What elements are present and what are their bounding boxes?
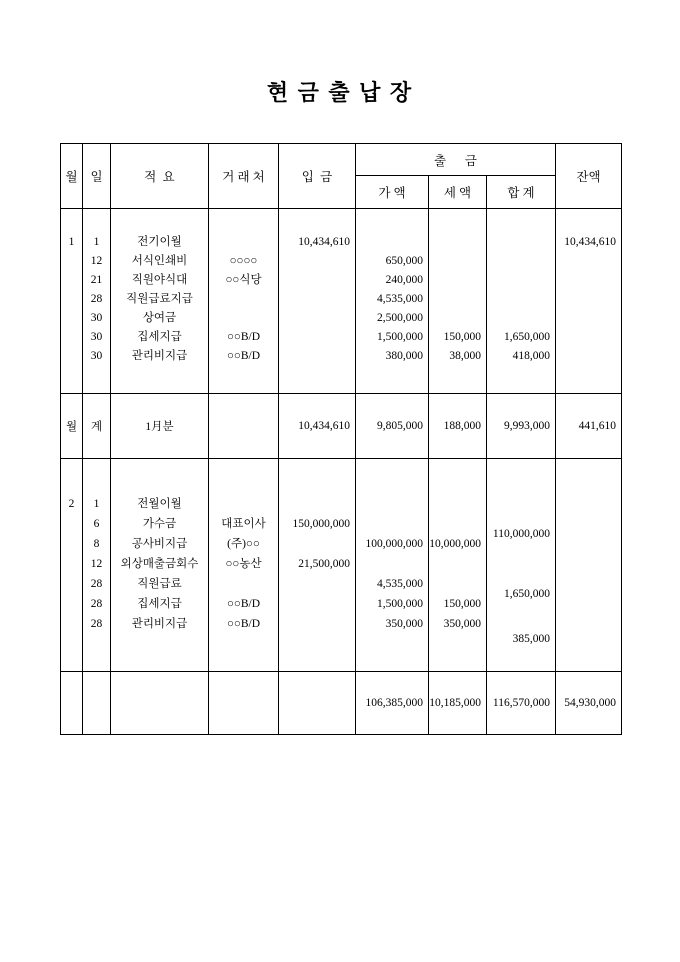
day-value: 28 (90, 618, 103, 630)
month1-vendor-cell (209, 209, 279, 394)
monthly-total-deposit: 10,434,610 (279, 394, 356, 459)
vendor-value (209, 309, 278, 328)
description-value: 전기이월 (137, 236, 182, 248)
deposit-amount: 150,000,000 (292, 518, 350, 530)
vendor-value (209, 494, 278, 514)
withdrawal-tax-amount (429, 233, 486, 252)
day-value: 6 (93, 518, 100, 530)
month2-day-cell (83, 459, 111, 672)
deposit-amount (279, 494, 355, 514)
day-value: 8 (93, 538, 100, 550)
withdrawal-value-amount: 1,500,000 (377, 598, 423, 610)
vendor-value (209, 233, 278, 252)
withdrawal-value-amount: 1,500,000 (377, 331, 423, 343)
withdrawal-total-amount: 385,000 (512, 633, 550, 645)
vendor-value: ○○B/D (226, 331, 261, 343)
description-value: 공사비지급 (131, 538, 188, 550)
month2-tax-cell (429, 459, 487, 672)
withdrawal-total-amount: 1,650,000 (504, 331, 550, 343)
vendor-value: ○○○○ (229, 255, 258, 267)
col-header-deposit: 입 금 (279, 144, 356, 209)
cash-ledger-table (60, 143, 622, 735)
day-value: 28 (90, 293, 103, 305)
month1-balance-cell (556, 209, 621, 394)
month1-description-cell (111, 209, 209, 394)
deposit-amount (279, 534, 355, 554)
description-value: 관리비지급 (131, 350, 188, 362)
withdrawal-tax-amount (429, 252, 486, 271)
withdrawal-value-amount: 240,000 (385, 274, 423, 286)
description-value: 가수금 (142, 518, 177, 530)
withdrawal-value-amount: 4,535,000 (377, 578, 423, 590)
month1-value-cell (356, 209, 429, 394)
day-value: 21 (90, 274, 103, 286)
description-value: 전월이월 (137, 498, 182, 510)
withdrawal-total-amount (487, 271, 555, 290)
day-value: 12 (90, 558, 103, 570)
vendor-value: ○○B/D (226, 598, 261, 610)
description-value: 외상매출금회수 (120, 558, 199, 570)
col-header-balance: 잔액 (556, 144, 621, 209)
month2-vendor-cell (209, 459, 279, 672)
grand-total-vendor-cell (209, 672, 279, 734)
withdrawal-tax-amount: 350,000 (443, 618, 481, 630)
day-value: 30 (90, 331, 103, 343)
vendor-value: ○○B/D (226, 618, 261, 630)
withdrawal-value-amount: 2,500,000 (377, 312, 423, 324)
grand-total-deposit-cell (279, 672, 356, 734)
vendor-value (209, 574, 278, 594)
monthly-total-balance: 441,610 (556, 394, 621, 459)
description-value: 집세지급 (137, 331, 182, 343)
month2-deposit-cell (279, 459, 356, 672)
monthly-total-day-label: 계 (83, 394, 111, 459)
col-header-withdrawal: 출 금 (356, 144, 556, 176)
deposit-amount: 21,500,000 (298, 558, 350, 570)
withdrawal-value-amount: 380,000 (385, 350, 423, 362)
withdrawal-tax-amount (429, 309, 486, 328)
day-value: 12 (90, 255, 103, 267)
monthly-total-value: 9,805,000 (356, 394, 429, 459)
withdrawal-total-amount: 418,000 (512, 350, 550, 362)
withdrawal-total-amount (487, 233, 555, 252)
vendor-value (209, 290, 278, 309)
day-value: 30 (90, 312, 103, 324)
withdrawal-value-amount (356, 514, 428, 534)
month1-total-cell (487, 209, 556, 394)
monthly-total-vendor-cell (209, 394, 279, 459)
col-header-tax: 세 액 (429, 176, 487, 209)
col-header-month: 월 (61, 144, 83, 209)
withdrawal-total-amount (487, 290, 555, 309)
description-value: 상여금 (142, 312, 177, 324)
withdrawal-tax-amount: 10,000,000 (429, 538, 481, 550)
grand-total-tax: 10,185,000 (429, 672, 487, 734)
grand-total-month-cell (61, 672, 83, 734)
monthly-total-total: 9,993,000 (487, 394, 556, 459)
balance-amount: 10,434,610 (564, 236, 616, 248)
withdrawal-tax-amount (429, 290, 486, 309)
col-header-description: 적 요 (111, 144, 209, 209)
vendor-value: 대표이사 (221, 518, 266, 530)
month2-balance-cell (556, 459, 621, 672)
vendor-value: ○○식당 (225, 274, 262, 286)
month-number: 2 (68, 498, 75, 510)
withdrawal-total-amount: 1,650,000 (504, 588, 550, 600)
withdrawal-total-amount: 110,000,000 (492, 528, 550, 540)
month2-description-cell (111, 459, 209, 672)
vendor-value: (주)○○ (227, 538, 260, 550)
grand-total-day-cell (83, 672, 111, 734)
withdrawal-tax-amount (429, 271, 486, 290)
grand-total-value: 106,385,000 (356, 672, 429, 734)
page-title: 현 금 출 납 장 (266, 80, 414, 105)
withdrawal-value-amount (356, 494, 428, 514)
withdrawal-tax-amount: 38,000 (449, 350, 481, 362)
month1-deposit-cell (279, 209, 356, 394)
withdrawal-tax-amount (429, 574, 486, 594)
day-value: 30 (90, 350, 103, 362)
description-value: 집세지급 (137, 598, 182, 610)
withdrawal-total-amount (487, 252, 555, 271)
withdrawal-total-amount (487, 309, 555, 328)
month2-total-cell (487, 459, 556, 672)
month2-month-cell (61, 459, 83, 672)
col-header-vendor: 거 래 처 (209, 144, 279, 209)
day-value: 28 (90, 598, 103, 610)
withdrawal-value-amount (356, 554, 428, 574)
withdrawal-tax-amount (429, 514, 486, 534)
col-header-total: 합 계 (487, 176, 556, 209)
month-number: 1 (68, 236, 75, 248)
withdrawal-value-amount: 100,000,000 (365, 538, 423, 550)
day-value: 28 (90, 578, 103, 590)
withdrawal-value-amount (356, 233, 428, 252)
day-value: 1 (93, 498, 100, 510)
description-value: 직원급료지급 (126, 293, 193, 305)
vendor-value: ○○농산 (225, 558, 262, 570)
day-value: 1 (93, 236, 100, 248)
description-value: 직원급료 (137, 578, 182, 590)
withdrawal-tax-amount: 150,000 (443, 331, 481, 343)
grand-total-balance: 54,930,000 (564, 697, 616, 709)
description-value: 관리비지급 (131, 618, 188, 630)
monthly-total-month-label: 월 (61, 394, 83, 459)
withdrawal-tax-amount (429, 554, 486, 574)
withdrawal-value-amount: 350,000 (385, 618, 423, 630)
month1-day-cell (83, 209, 111, 394)
withdrawal-value-amount: 650,000 (385, 255, 423, 267)
monthly-total-description: 1月분 (111, 394, 209, 459)
withdrawal-tax-amount (429, 494, 486, 514)
deposit-amount: 10,434,610 (298, 236, 350, 248)
withdrawal-tax-amount: 150,000 (443, 598, 481, 610)
col-header-day: 일 (83, 144, 111, 209)
description-value: 직원야식대 (131, 274, 188, 286)
grand-total-description-cell (111, 672, 209, 734)
month1-tax-cell (429, 209, 487, 394)
month1-month-cell (61, 209, 83, 394)
grand-total-total: 116,570,000 (487, 672, 556, 734)
description-value: 서식인쇄비 (131, 255, 188, 267)
vendor-value: ○○B/D (226, 350, 261, 362)
col-header-value: 가 액 (356, 176, 429, 209)
monthly-total-tax: 188,000 (429, 394, 487, 459)
month2-value-cell (356, 459, 429, 672)
withdrawal-value-amount: 4,535,000 (377, 293, 423, 305)
